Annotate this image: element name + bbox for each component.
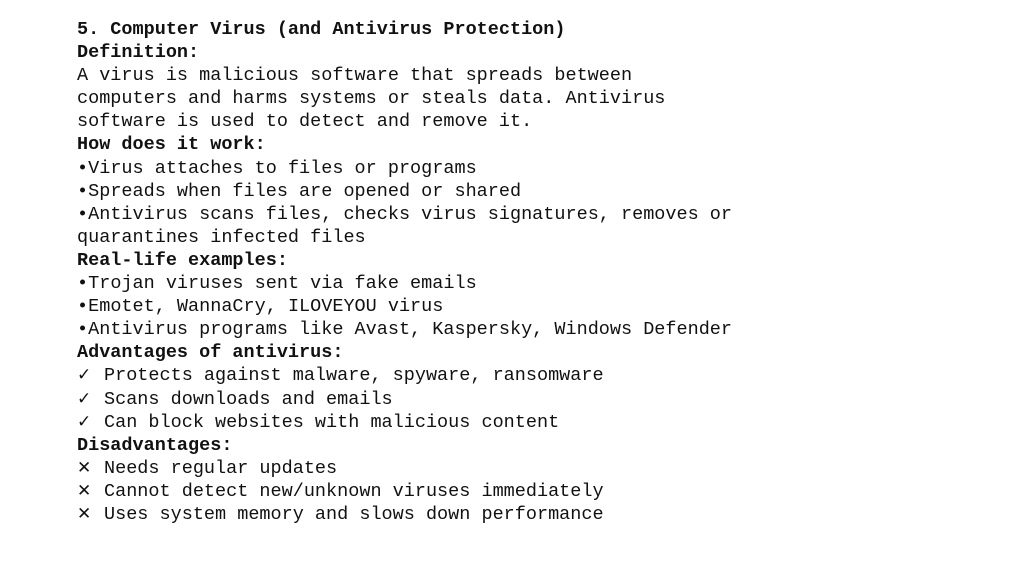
list-item-text: Trojan viruses sent via fake emails [88, 273, 477, 295]
list-item-continuation: quarantines infected files [77, 226, 366, 248]
bullet-icon: • [77, 319, 89, 341]
list-item [77, 203, 977, 226]
slide-content [77, 18, 977, 526]
list-item-text: Uses system memory and slows down performance [104, 503, 604, 525]
list-item-text: Needs regular updates [104, 457, 338, 479]
list-item-text: Virus attaches to files or programs [88, 157, 477, 179]
list-item [77, 480, 977, 503]
definition-heading: Definition: [77, 42, 200, 64]
list-item [77, 318, 977, 341]
list-item-text: Spreads when files are opened or shared [88, 180, 522, 202]
list-item-text: Antivirus scans files, checks virus signatures, removes or [88, 203, 733, 225]
list-item-text: Emotet, WannaCry, ILOVEYOU virus [88, 296, 444, 318]
list-item-text: Cannot detect new/unknown viruses immediately [104, 480, 604, 502]
list-item [77, 457, 977, 480]
list-item [77, 411, 977, 434]
list-item [77, 295, 977, 318]
definition-line: software is used to detect and remove it. [77, 111, 533, 133]
list-item [77, 272, 977, 295]
cross-icon: ✕ [77, 503, 92, 524]
list-item [77, 364, 977, 387]
advantages-heading: Advantages of antivirus: [77, 342, 344, 364]
bullet-icon: • [77, 203, 89, 225]
list-item-text: Scans downloads and emails [104, 388, 393, 410]
checkmark-icon: ✓ [77, 365, 92, 386]
slide-title: 5. Computer Virus (and Antivirus Protection) [77, 19, 566, 40]
how-it-works-heading: How does it work: [77, 134, 266, 156]
list-item [77, 388, 977, 411]
definition-line: computers and harms systems or steals data. Antivirus [77, 88, 666, 110]
bullet-icon: • [77, 157, 89, 179]
definition-line: A virus is malicious software that spreads between [77, 65, 633, 87]
list-item-text: Protects against malware, spyware, ransomware [104, 365, 604, 387]
checkmark-icon: ✓ [77, 388, 92, 409]
list-item-text: Antivirus programs like Avast, Kaspersky, Windows Defender [88, 319, 733, 341]
list-item [77, 503, 977, 526]
list-item [77, 157, 977, 180]
list-item [77, 180, 977, 203]
checkmark-icon: ✓ [77, 411, 92, 432]
bullet-icon: • [77, 180, 89, 202]
disadvantages-heading: Disadvantages: [77, 434, 233, 456]
bullet-icon: • [77, 273, 89, 295]
list-item-text: Can block websites with malicious content [104, 411, 560, 433]
examples-heading: Real-life examples: [77, 249, 288, 271]
cross-icon: ✕ [77, 457, 92, 478]
bullet-icon: • [77, 296, 89, 318]
cross-icon: ✕ [77, 480, 92, 501]
